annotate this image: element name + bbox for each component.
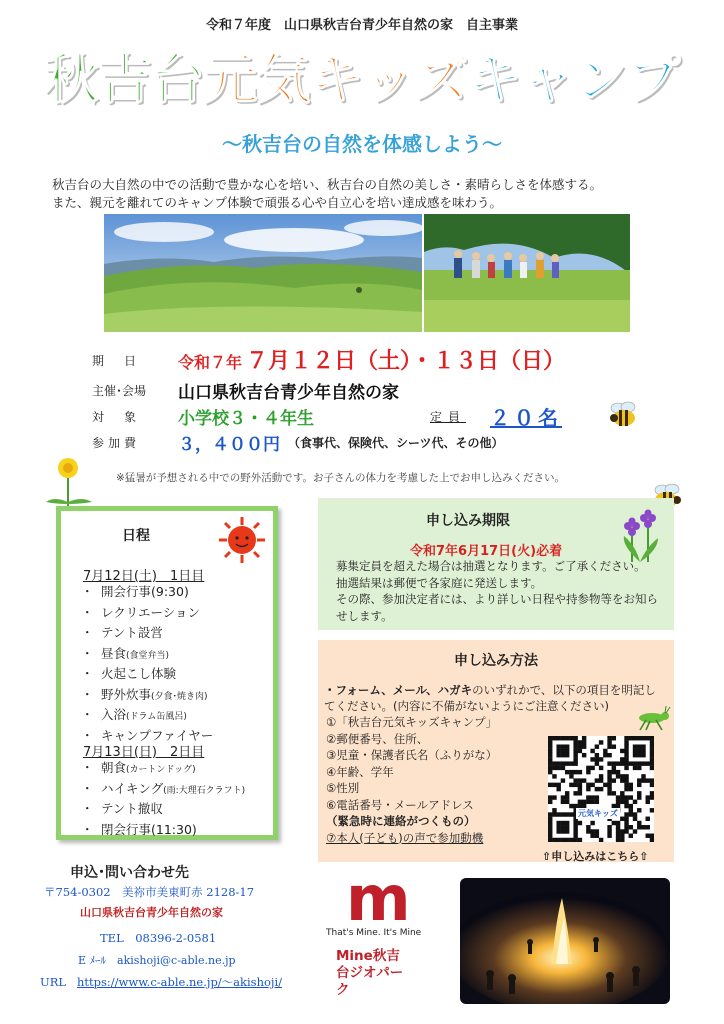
fee-value: ３，４００円 <box>178 435 280 455</box>
logo-tagline: That's Mine. It's Mine <box>326 928 422 938</box>
venue-value: 山口県秋吉台青少年自然の家 <box>178 383 399 403</box>
required-item: ①「秋吉台元気キッズキャンプ」 <box>326 715 498 729</box>
schedule-item: ・ テント設営 <box>81 624 213 645</box>
deadline-line-2: 抽選結果は郵便で各家庭に発送します。 <box>336 575 543 590</box>
website-link[interactable]: https://www.c-able.ne.jp/～akishoji/ <box>76 975 283 989</box>
method-instruction: のいずれかで、以下の項目を明記してください。(内容に不備がないようにご注意ください) <box>324 683 656 713</box>
required-item: ⑤性別 <box>326 781 360 795</box>
deadline-line-1: 募集定員を超えた場合は抽選となります。ご了承ください。 <box>336 559 646 573</box>
title-part-genki-kids: 元気キッズ <box>203 48 468 111</box>
intro-line-1: 秋吉台の大自然の中での活動で豊かな心を培い、秋吉台の自然の美しさ・素晴らしさを体感する。 <box>52 177 603 192</box>
contact-organization: 山口県秋吉台青少年自然の家 <box>80 906 223 919</box>
dandelion-icon <box>44 456 94 512</box>
deadline-line-3: その際、参加決定者には、より詳しい日程や持参物等をお知らせします。 <box>336 592 658 623</box>
method-channels: ・フォーム、メール、ハガキ <box>324 683 473 697</box>
schedule-item: ・ 入浴(ドラム缶風呂) <box>81 706 213 727</box>
title-part-akiyoshidai: 秋吉台 <box>44 48 204 111</box>
date-value: ７月１２日（土）・１３日（日） <box>246 349 566 374</box>
deadline-panel <box>318 498 674 630</box>
schedule-title: 日程 <box>122 528 150 544</box>
method-title: 申し込み方法 <box>454 653 538 669</box>
required-item: ④年齢、学年 <box>326 764 394 779</box>
qr-label: 元気キッズ <box>578 809 618 818</box>
heat-notice: ※猛暑が予想される中での野外活動です。お子さんの体力を考慮した上でお申し込みください。 <box>116 472 565 484</box>
intro-line-2: また、親元を離れてのキャンプ体験で頑張る心や自立心を培い達成感を味わう。 <box>52 195 503 210</box>
schedule-item: ・ テント撤収 <box>81 800 245 821</box>
method-intro <box>324 682 664 714</box>
required-items-list <box>326 714 497 846</box>
header-line: 令和７年度 山口県秋吉台青少年自然の家 自主事業 <box>205 18 518 33</box>
qr-code[interactable] <box>548 736 654 842</box>
contact-address: 〒754-0302 美祢市美東町赤 2128-17 <box>44 885 255 899</box>
application-method-panel <box>318 640 674 862</box>
schedule-item: ・ 昼食(食堂弁当) <box>81 645 213 666</box>
deadline-title: 申し込み期限 <box>426 513 510 529</box>
capacity-value: ２０名 <box>490 406 562 430</box>
venue-label: 主催･会場 <box>92 384 147 398</box>
venue-row <box>92 378 612 402</box>
logo-mark: m <box>346 866 411 926</box>
geopark-logo-text: Mine秋吉台ジオパーク <box>336 948 404 998</box>
schedule-panel <box>56 506 278 840</box>
day2-heading: 7月13日(日) 2日目 <box>83 745 205 760</box>
schedule-item: ・ 火起こし体験 <box>81 665 213 686</box>
photo-hiking-group <box>424 214 630 332</box>
fee-row <box>92 430 612 454</box>
schedule-item: ・ 朝食(カートンドッグ) <box>81 759 245 780</box>
day2-list <box>81 759 245 841</box>
title-part-camp: キャンプ <box>467 48 680 111</box>
required-item: ⑦本人(子ども)の声で参加動機 <box>326 830 484 845</box>
contact-phone: TEL 08396-2-0581 <box>100 931 217 945</box>
schedule-item: ・ 閉会行事(11:30) <box>81 821 245 842</box>
target-row <box>92 404 612 428</box>
fee-label: 参加費 <box>92 436 141 450</box>
day1-list <box>81 583 213 747</box>
schedule-item: ・ 野外炊事(夕食･焼き肉) <box>81 686 213 707</box>
target-label: 対 象 <box>92 410 141 424</box>
contact-email[interactable]: E ﾒｰﾙ akishoji@c-able.ne.jp <box>78 954 236 967</box>
mine-city-logo <box>344 866 416 930</box>
required-item: ⑥電話番号・メールアドレス <box>326 797 474 812</box>
sun-icon <box>217 515 267 569</box>
day1-heading: 7月12日(土) 1日目 <box>83 569 205 584</box>
qr-caption: ⇧申し込みはこちら⇧ <box>542 850 649 863</box>
deadline-date: 令和7年6月17日(火)必着 <box>410 544 563 559</box>
schedule-item: ・ レクリエーション <box>81 604 213 625</box>
schedule-item: ・ キャンプファイヤー <box>81 727 213 748</box>
fee-note: （食事代、保険代、シーツ代、その他） <box>288 436 504 450</box>
target-value: 小学校３・４年生 <box>178 409 314 429</box>
contact-url <box>40 974 282 990</box>
grasshopper-icon <box>636 706 672 736</box>
date-label: 期 日 <box>92 354 141 368</box>
contact-title: 申込･問い合わせ先 <box>70 865 189 881</box>
required-item: ③児童・保護者氏名（ふりがな） <box>326 748 498 762</box>
schedule-item: ・ ハイキング(雨:大理石クラフト) <box>81 780 245 801</box>
photo-akiyoshidai-hills <box>104 214 422 332</box>
subtitle: ～秋吉台の自然を体感しよう～ <box>222 132 502 156</box>
event-title <box>0 48 724 112</box>
capacity-label: 定員 <box>430 410 467 424</box>
url-label: URL <box>40 975 66 989</box>
required-item: （緊急時に連絡がつくもの） <box>326 814 476 828</box>
date-row <box>92 344 612 374</box>
bee-icon <box>608 400 640 434</box>
required-item: ②郵便番号、住所、 <box>326 731 429 746</box>
date-prefix: 令和７年 <box>178 353 243 372</box>
intro-text <box>52 176 692 212</box>
photo-campfire <box>460 878 670 1004</box>
deadline-body <box>336 558 658 624</box>
schedule-item: ・ 開会行事(9:30) <box>81 583 213 604</box>
